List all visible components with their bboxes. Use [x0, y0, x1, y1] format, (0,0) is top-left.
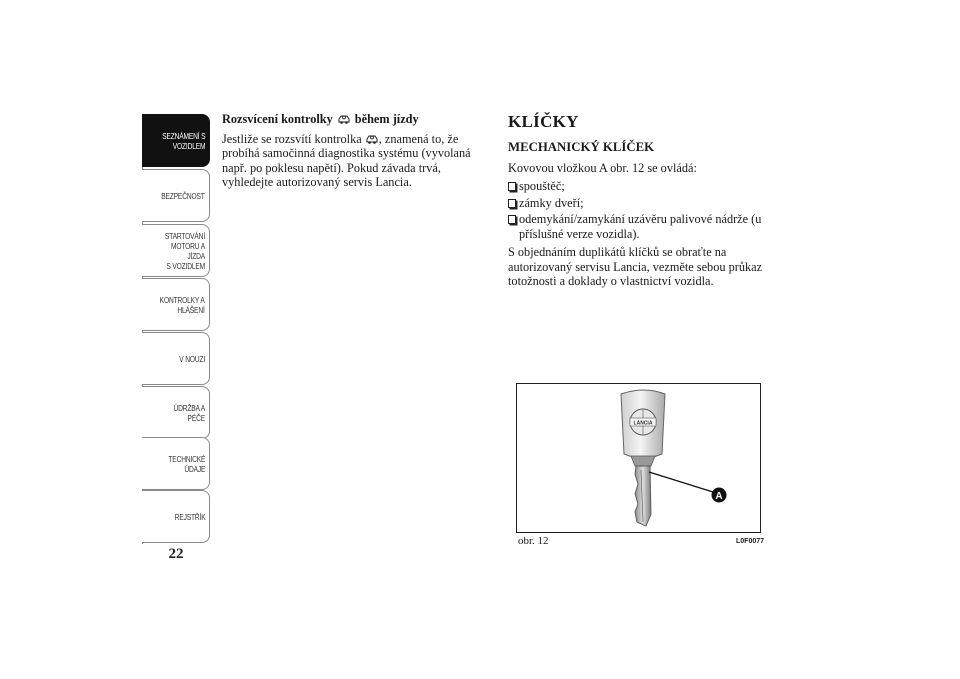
warning-paragraph: Jestliže se rozsvítí kontrolka , znamená to, že probíhá samočinná diagnostika systému (vyvolaná např. po poklesu napětí). Pokud závada trvá, vyhledejte autorizovaný servis Lancia.	[222, 131, 471, 189]
chapter-sidebar	[142, 114, 211, 544]
key-figure	[516, 383, 761, 533]
left-column	[222, 112, 474, 190]
right-column	[508, 112, 774, 289]
figure-code: L0F0077	[736, 538, 765, 545]
tab-seznameni[interactable]: SEZNÁMENÍ S VOZIDLEM	[142, 114, 210, 167]
tab-technicke[interactable]: TECHNICKÉ ÚDAJE	[142, 437, 210, 490]
intro-paragraph: Kovovou vložkou A obr. 12 se ovládá:	[508, 160, 697, 175]
checkbox-bullet-icon	[508, 182, 516, 191]
section-subheading: Rozsvícení kontrolky během jízdy	[222, 112, 419, 126]
tab-startovani[interactable]: STARTOVÁNÍ MOTORU A JÍZDA S VOZIDLEM	[142, 224, 210, 277]
immobilizer-warning-icon	[365, 133, 379, 145]
tab-kontrolky[interactable]: KONTROLKY A HLÁŠENÍ	[142, 278, 210, 331]
list-item: odemykání/zamykání uzávěru palivové nádrže (u příslušné verze vozidla).	[508, 212, 774, 241]
list-item: zámky dveří;	[508, 196, 774, 211]
key-logo-text: LANCIA	[633, 420, 653, 427]
checkbox-bullet-icon	[508, 199, 516, 208]
tab-rejstrik[interactable]: REJSTŘÍK	[142, 490, 210, 543]
outro-paragraph: S objednáním duplikátů klíčků se obraťte na autorizovaný servisu Lancia, vezměte sebou průkaz totožnosti a doklady o vlastnictví vozidla.	[508, 245, 763, 288]
immobilizer-warning-icon	[337, 113, 351, 125]
checkbox-bullet-icon	[508, 215, 516, 224]
callout-label: A	[715, 491, 723, 502]
tab-udrzba[interactable]: ÚDRŽBA A PÉČE	[142, 386, 210, 439]
list-item: spouštěč;	[508, 179, 774, 194]
mechanical-key-illustration	[517, 384, 760, 532]
tab-v-nouzi[interactable]: V NOUZI	[142, 332, 210, 385]
function-list	[508, 179, 774, 241]
figure-caption: obr. 12	[518, 535, 549, 547]
section-title: KLÍČKY	[508, 112, 579, 131]
tab-bezpecnost[interactable]: BEZPEČNOST	[142, 169, 210, 222]
page-number: 22	[168, 546, 184, 562]
section-subtitle: MECHANICKÝ KLÍČEK	[508, 140, 655, 154]
